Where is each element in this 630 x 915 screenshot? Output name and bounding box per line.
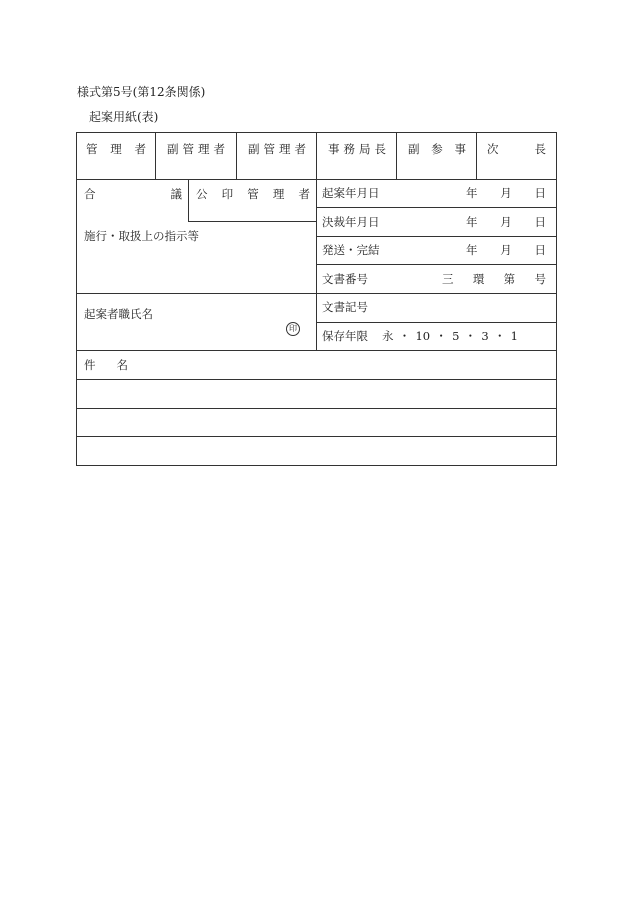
retention-period-label: 保存年限 [322, 329, 368, 343]
table-border-right [556, 132, 557, 466]
draft-date-label: 起案年月日 [322, 186, 380, 200]
document-number-label: 文書番号 [322, 272, 368, 286]
consult-row-bottom-line [188, 221, 316, 222]
document-number-format: 三 環 第 号 [442, 272, 546, 286]
header-fuku-kanrisha-1: 副 管 理 者 [167, 142, 225, 156]
info-line-1 [316, 207, 557, 208]
seal-icon: 印 [286, 322, 300, 336]
consultation-label: 合 議 [84, 187, 182, 201]
consult-divider [188, 179, 189, 221]
drafter-name-label: 起案者職氏名 [84, 307, 153, 321]
header-kanrisha: 管 理 者 [86, 142, 146, 156]
public-seal-manager-label: 公 印 管 理 者 [196, 187, 310, 201]
retention-period-options: 永 ・ 10 ・ 5 ・ 3 ・ 1 [382, 329, 518, 343]
instructions-bottom-line [76, 293, 316, 294]
subject-top-line [76, 350, 557, 351]
header-fuku-kanrisha-2: 副 管 理 者 [248, 142, 306, 156]
send-complete-label: 発送・完結 [322, 243, 380, 257]
blank-line-1 [76, 379, 557, 380]
approval-divider-2 [236, 132, 237, 179]
subject-label: 件 名 [84, 358, 128, 372]
blank-line-2 [76, 408, 557, 409]
send-complete-units: 年 月 日 [466, 243, 546, 257]
draft-date-units: 年 月 日 [466, 186, 546, 200]
header-jimukyokucho: 事 務 局 長 [328, 142, 386, 156]
approval-form-table [76, 132, 557, 466]
approval-divider-4 [396, 132, 397, 179]
form-number-title: 様式第5号(第12条関係) [77, 85, 206, 99]
approval-divider-1 [155, 132, 156, 179]
decision-date-units: 年 月 日 [466, 215, 546, 229]
decision-date-label: 決裁年月日 [322, 215, 380, 229]
blank-line-3 [76, 436, 557, 437]
info-line-3 [316, 264, 557, 265]
info-line-4 [316, 293, 557, 294]
table-border-left [76, 132, 77, 466]
table-border-bottom [76, 465, 557, 466]
info-line-2 [316, 236, 557, 237]
header-fuku-sanji: 副 参 事 [408, 142, 466, 156]
instructions-label: 施行・取扱上の指示等 [84, 229, 199, 243]
form-name-subtitle: 起案用紙(表) [89, 110, 159, 124]
approval-divider-5 [476, 132, 477, 179]
document-symbol-label: 文書記号 [322, 300, 368, 314]
approval-divider-3 [316, 132, 317, 350]
info-line-5 [316, 322, 557, 323]
header-jicho: 次 長 [487, 142, 546, 156]
